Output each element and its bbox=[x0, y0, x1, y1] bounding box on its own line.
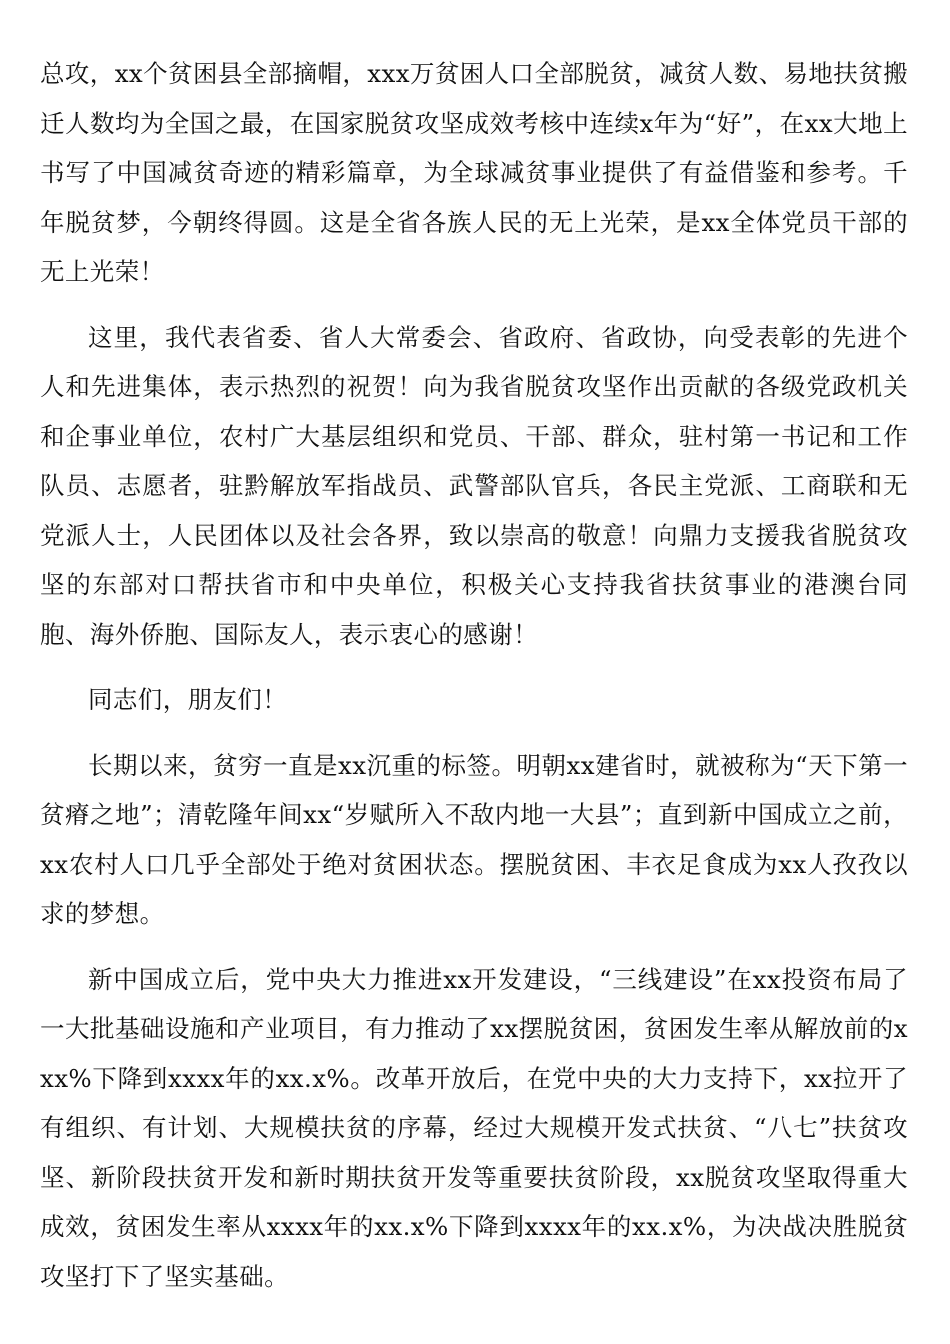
paragraph-history: 长期以来，贫穷一直是xx沉重的标签。明朝xx建省时，就被称为“天下第一贫瘠之地”；清乾隆年间xx“岁赋所入不敌内地一大县”；直到新中国成立之前，xx农村人口几乎全部处于绝对贫困状态。摆脱贫困、丰衣足食成为xx人孜孜以求的梦想。 bbox=[40, 750, 908, 928]
paragraph-development: 新中国成立后，党中央大力推进xx开发建设，“三线建设”在xx投资布局了一大批基础设施和产业项目，有力推动了xx摆脱贫困，贫困发生率从解放前的xxx%下降到xxxx年的xx.x%。改革开放后，在党中央的大力支持下，xx拉开了有组织、有计划、大规模扶贫的序幕，经过大规模开发式扶贫、“八七”扶贫攻坚、新阶段扶贫开发和新时期扶贫开发等重要扶贫阶段，xx脱贫攻坚取得重大成效，贫困发生率从xxxx年的xx.x%下降到xxxx年的xx.x%，为决战决胜脱贫攻坚打下了坚实基础。 bbox=[40, 964, 908, 1291]
paragraph-continuation: 总攻，xx个贫困县全部摘帽，xxx万贫困人口全部脱贫，减贫人数、易地扶贫搬迁人数均为全国之最，在国家脱贫攻坚成效考核中连续x年为“好”，在xx大地上书写了中国减贫奇迹的精彩篇章，为全球减贫事业提供了有益借鉴和参考。千年脱贫梦，今朝终得圆。这是全省各族人民的无上光荣，是xx全体党员干部的无上光荣！ bbox=[40, 59, 908, 286]
document-page bbox=[40, 49, 908, 1317]
paragraph-thanks: 这里，我代表省委、省人大常委会、省政府、省政协，向受表彰的先进个人和先进集体，表示热烈的祝贺！向为我省脱贫攻坚作出贡献的各级党政机关和企事业单位，农村广大基层组织和党员、干部、群众，驻村第一书记和工作队员、志愿者，驻黔解放军指战员、武警部队官兵，各民主党派、工商联和无党派人士，人民团体以及社会各界，致以崇高的敬意！向鼎力支援我省脱贫攻坚的东部对口帮扶省市和中央单位，积极关心支持我省扶贫事业的港澳台同胞、海外侨胞、国际友人，表示衷心的感谢！ bbox=[40, 322, 908, 649]
paragraph-salutation: 同志们，朋友们！ bbox=[88, 685, 288, 714]
